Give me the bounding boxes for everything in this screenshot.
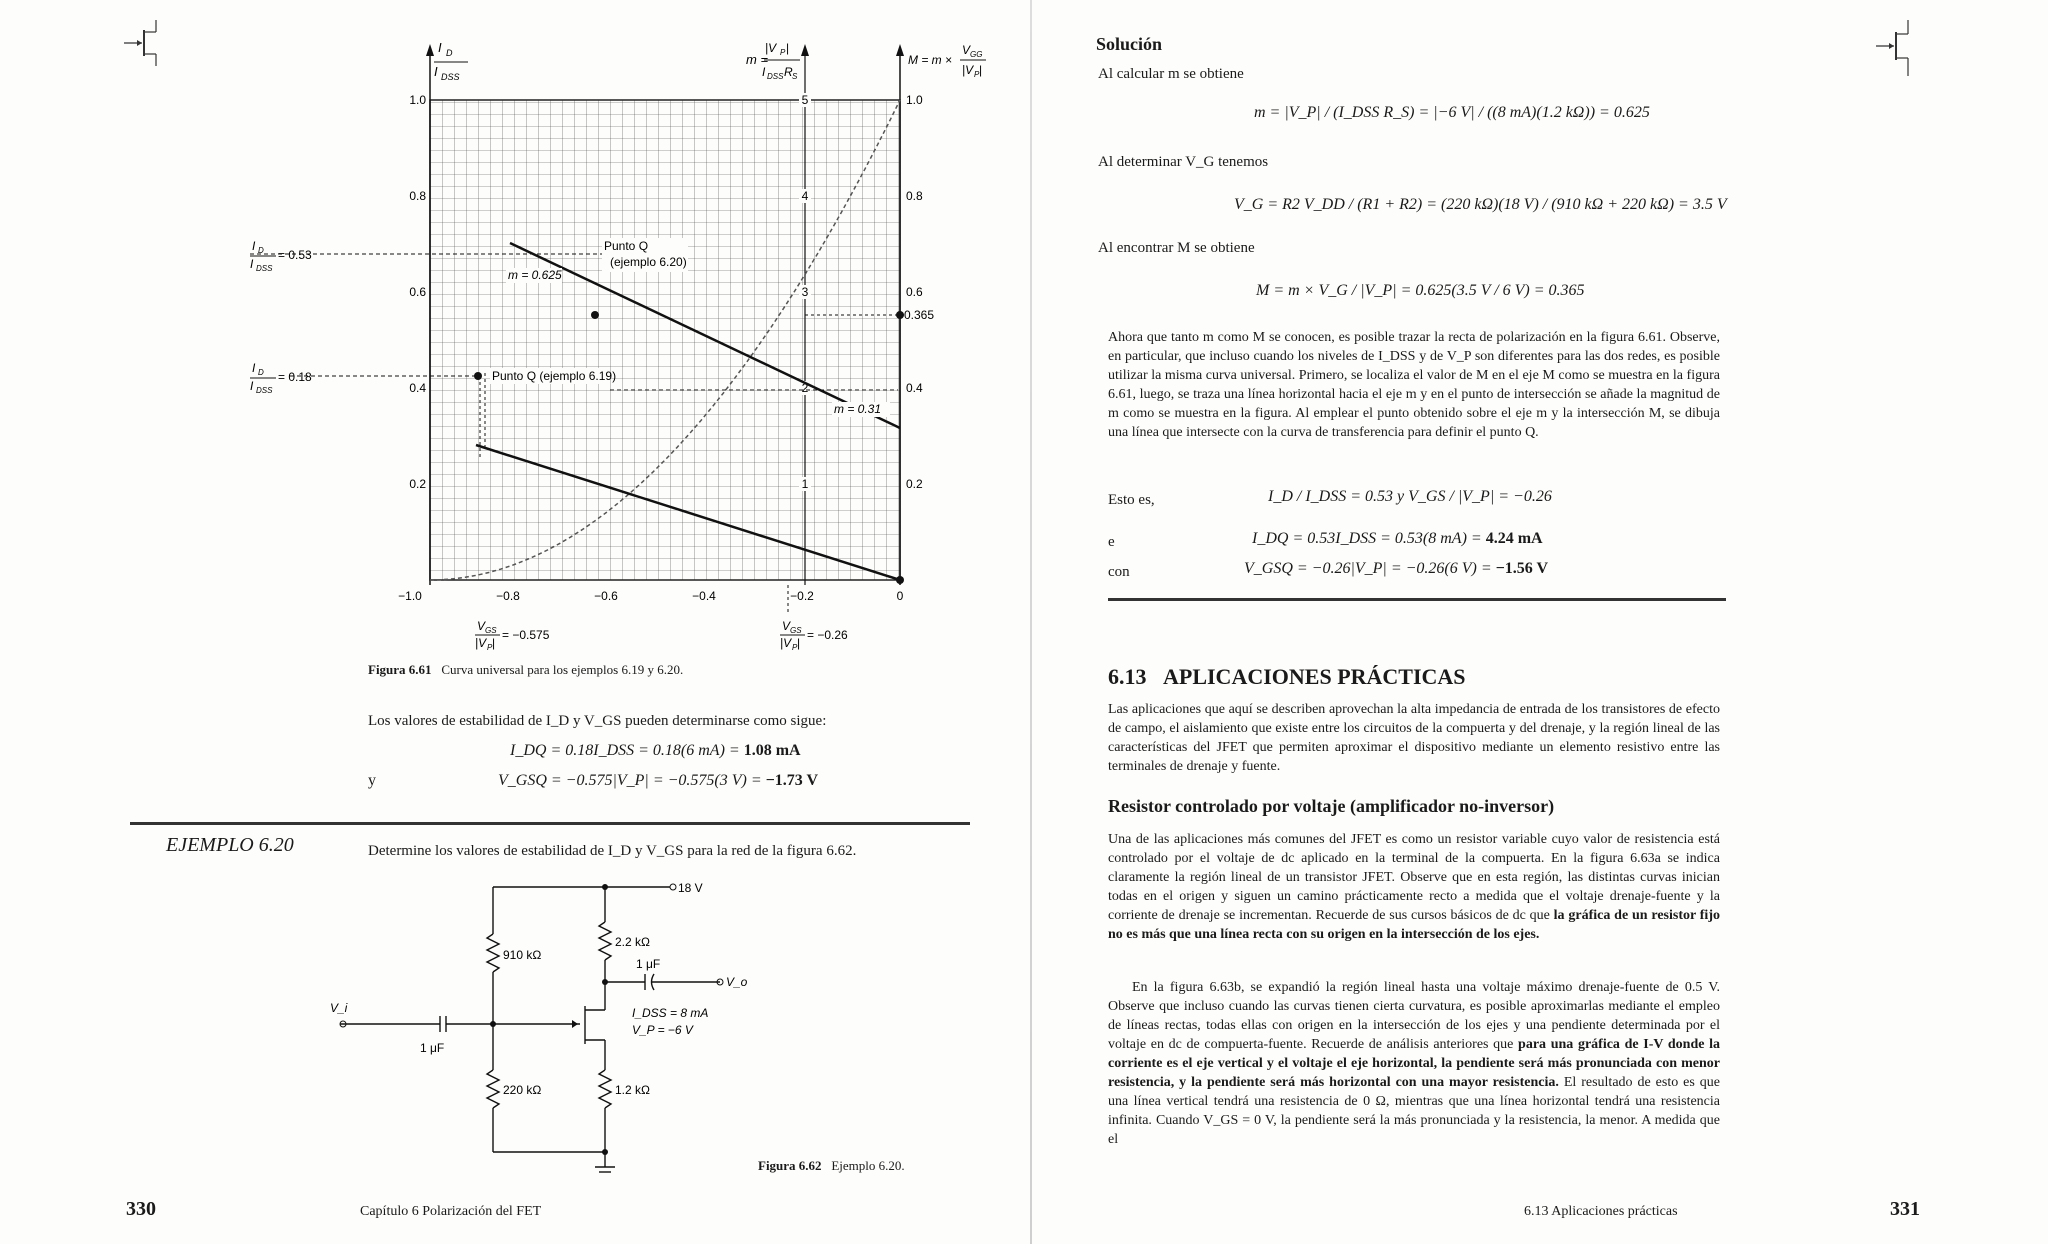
eq-ratio: I_D / I_DSS = 0.53 y V_GS / |V_P| = −0.26: [1268, 488, 1552, 505]
svg-text:|V: |V: [475, 636, 487, 650]
right-tick-label: 0.4: [906, 381, 923, 395]
universal-curve-figure: [250, 30, 1010, 652]
svg-text:P: P: [792, 643, 798, 652]
eq-id-q: I_DQ = 0.18I_DSS = 0.18(6 mA) = 1.08 mA: [510, 742, 801, 759]
example-text: Determine los valores de estabilidad de I_D y V_GS para la red de la figura 6.62.: [368, 843, 857, 859]
svg-text:DSS: DSS: [441, 72, 460, 82]
figure-661-caption: Figura 6.61 Curva universal para los ejemplos 6.19 y 6.20.: [368, 662, 684, 677]
x-tick-label: −1.0: [398, 589, 422, 603]
m-tick-label: 2: [801, 381, 809, 395]
x-tick-label: −0.6: [594, 589, 618, 603]
svg-text:P: P: [487, 643, 493, 652]
subsection-title: Resistor controlado por voltaje (amplificador no-inversor): [1108, 796, 1555, 816]
svg-text:DSS: DSS: [256, 386, 273, 395]
eq-idq: I_DQ = 0.53I_DSS = 0.53(8 mA) = 4.24 mA: [1252, 530, 1543, 547]
jfet-symbol-icon: [122, 18, 172, 68]
calc-m-text: Al calcular m se obtiene: [1098, 66, 1244, 82]
page-number-right: 331: [1890, 1198, 1920, 1220]
right-tick-labels: [906, 93, 923, 491]
svg-text:|: |: [786, 41, 790, 55]
paragraph-2: Una de las aplicaciones más comunes del JFET es como un resistor variable cuyo valor de resistencia está controlado por el voltaje de dc aplicado en la terminal de la compuerta. En la figura 6.63a se indica claramente la región lineal de un transistor JFET. Observe que en esta región, las distintas curvas inician todas en el origen y siguen un camino prácticamente recto a medida que el voltaje drenaje-fuente y la corriente de drenaje se incrementan. Recuerde de sus cursos básicos de dc que la gráfica de un resistor fijo no es más que una línea recta con su origen en la intersección de los ejes.: [1108, 832, 1720, 942]
svg-text:GS: GS: [485, 626, 497, 635]
svg-text:|V: |V: [765, 41, 777, 55]
svg-text:V: V: [962, 43, 971, 57]
y-tick-label: 0.8: [409, 189, 426, 203]
rs-label: 1.2 kΩ: [615, 1083, 650, 1097]
svg-text:I: I: [252, 239, 256, 253]
x-tick-label: −0.2: [790, 589, 814, 603]
q-point-619: [474, 372, 482, 380]
svg-text:P: P: [780, 48, 786, 57]
eq-vgsq: V_GSQ = −0.26|V_P| = −0.26(6 V) = −1.56 V: [1244, 560, 1549, 577]
eq-y-label: y: [368, 772, 376, 789]
vi-label: V_i: [330, 1001, 348, 1015]
r1-label: 910 kΩ: [503, 948, 542, 962]
y-tick-label: 0.2: [409, 477, 426, 491]
svg-text:D: D: [258, 246, 264, 255]
jfet-symbol-icon-right: [1874, 18, 1924, 78]
y-tick-labels: [409, 93, 426, 491]
solution-end-rule: [1108, 598, 1726, 601]
right-page: [1024, 0, 2048, 1244]
esto-es-label: Esto es,: [1108, 492, 1155, 508]
svg-text:|V: |V: [962, 63, 974, 77]
x-tick-label: 0: [896, 589, 904, 603]
chart-grid: [430, 100, 900, 580]
running-head-right: 6.13 Aplicaciones prácticas: [1524, 1204, 1678, 1219]
right-tick-label: 1.0: [906, 93, 923, 107]
y-tick-label: 0.6: [409, 285, 426, 299]
svg-text:D: D: [446, 48, 453, 58]
vgs-026-label: = −0.26: [807, 628, 848, 642]
eq-M: M = m × V_G / |V_P| = 0.625(3.5 V / 6 V) = 0.365: [1256, 282, 1585, 299]
m-tick-label: 1: [801, 477, 809, 491]
page-number-left: 330: [126, 1198, 156, 1220]
svg-text:DSS: DSS: [767, 72, 784, 81]
punto-q-620-label-a: Punto Q: [604, 239, 649, 253]
id-018-label: = 0.18: [278, 370, 312, 384]
right-tick-label: 0.2: [906, 477, 923, 491]
vo-label: V_o: [726, 975, 748, 989]
stability-intro: Los valores de estabilidad de I_D y V_GS pueden determinarse como sigue:: [368, 713, 827, 729]
vdd-label: 18 V: [678, 881, 703, 895]
y-axis-label: I: [438, 40, 442, 55]
m-031-label: m = 0.31: [834, 402, 882, 416]
q-point-620: [591, 311, 599, 319]
punto-q-620-label-b: (ejemplo 6.20): [610, 255, 687, 269]
m-tick-label: 4: [801, 189, 809, 203]
m-axis-label: m =: [746, 52, 769, 67]
right-tick-label: 0.6: [906, 285, 923, 299]
eq-m: m = |V_P| / (I_DSS R_S) = |−6 V| / ((8 mA)(1.2 kΩ)) = 0.625: [1254, 104, 1650, 121]
con-label: con: [1108, 564, 1130, 580]
eq-vg: V_G = R2 V_DD / (R1 + R2) = (220 kΩ)(18 V) / (910 kΩ + 220 kΩ) = 3.5 V: [1234, 196, 1727, 213]
r2-label: 220 kΩ: [503, 1083, 542, 1097]
section-rule: [130, 822, 970, 825]
svg-text:D: D: [258, 368, 264, 377]
svg-text:I: I: [250, 257, 254, 271]
example-label: EJEMPLO 6.20: [166, 834, 294, 856]
calc-M-text: Al encontrar M se obtiene: [1098, 240, 1255, 256]
svg-text:|: |: [797, 636, 801, 650]
figure-662-caption: Figura 6.62 Ejemplo 6.20.: [758, 1158, 905, 1173]
section-heading: 6.13 APLICACIONES PRÁCTICAS: [1108, 664, 1466, 689]
eq-vgs-q: V_GSQ = −0.575|V_P| = −0.575(3 V) = −1.73 V: [498, 772, 819, 789]
section-intro: Las aplicaciones que aquí se describen aprovechan la alta impedancia de entrada de los transistores de efecto de campo, el aislamiento que existe entre los circuitos de la compuerta y del drenaje, y la región lineal de las características del JFET que permiten aproximar el dispositivo mediante un elemento resistivo entre las terminales de drenaje y fuente.: [1108, 702, 1720, 774]
y-tick-label: 0.4: [409, 381, 426, 395]
svg-text:|: |: [492, 636, 496, 650]
calc-vg-text: Al determinar V_G tenemos: [1098, 154, 1269, 170]
svg-text:GG: GG: [970, 50, 983, 59]
vgs-0575-label: = −0.575: [502, 628, 550, 642]
e-label: e: [1108, 534, 1115, 550]
svg-text:P: P: [974, 70, 980, 79]
svg-text:R: R: [784, 65, 793, 79]
svg-text:I: I: [762, 65, 766, 79]
svg-text:GS: GS: [790, 626, 802, 635]
svg-text:I: I: [250, 379, 254, 393]
punto-q-619-label: Punto Q (ejemplo 6.19): [492, 369, 617, 383]
circuit-diagram: [330, 872, 748, 1172]
svg-text:I: I: [252, 361, 256, 375]
solution-title: Solución: [1096, 34, 1163, 54]
x-tick-label: −0.4: [692, 589, 716, 603]
svg-text:|: |: [979, 63, 983, 77]
running-head-left: Capítulo 6 Polarización del FET: [360, 1204, 542, 1219]
cin-label: 1 μF: [420, 1041, 445, 1055]
x-tick-label: −0.8: [496, 589, 520, 603]
m-tick-label: 3: [801, 285, 809, 299]
cout-label: 1 μF: [636, 957, 661, 971]
id-053-label: = 0.53: [278, 248, 312, 262]
svg-text:V: V: [477, 619, 486, 633]
paragraph-3: En la figura 6.63b, se expandió la región lineal hasta una voltaje máximo drenaje-fuente de 0.5 V. Observe que incluso cuando las curvas tienen cierta curvatura, es posible aproximarlas mediante el empleo de líneas rectas, todas ellas con origen en la intersección de los ejes y una pendiente determinada por el voltaje en dc de compuerta-fuente. Recuerde de análisis anteriores que para una gráfica de I-V donde la corriente es el eje vertical y el voltaje el eje horizontal, la pendiente será más pronunciada con menor resistencia, y la pendiente será más horizontal con una mayor resistencia. El resultado de esto es que una línea vertical tendrá una resistencia de 0 Ω, mientras que una línea horizontal tendrá una resistencia infinita. Cuando V_GS = 0 V, la pendiente será la más pronunciada y la resistencia, la menor. A medida que el: [1108, 980, 1720, 1147]
svg-text:S: S: [792, 72, 798, 81]
right-tick-label: 0.8: [906, 189, 923, 203]
value-0365: 0.365: [904, 308, 935, 322]
x-tick-labels: [398, 589, 904, 603]
y-tick-label: 1.0: [409, 93, 426, 107]
svg-text:V: V: [782, 619, 791, 633]
rd-label: 2.2 kΩ: [615, 935, 650, 949]
idss-label: I_DSS = 8 mA: [632, 1006, 709, 1020]
svg-text:|V: |V: [780, 636, 792, 650]
m-tick-label: 5: [801, 93, 809, 107]
vp-label: V_P = −6 V: [632, 1023, 693, 1037]
m-0625-label: m = 0.625: [508, 268, 562, 282]
svg-text:DSS: DSS: [256, 264, 273, 273]
svg-text:I: I: [434, 64, 438, 79]
M-axis-label: M = m ×: [908, 53, 953, 67]
paragraph-1: Ahora que tanto m como M se conocen, es posible trazar la recta de polarización en la figura 6.61. Observe, en particular, que incluso cuando los niveles de I_DSS y de V_P son diferentes para las dos redes, es posible utilizar la misma curva universal. Primero, se localiza el valor de M en el eje M como se muestra en la figura 6.61, luego, se traza una línea horizontal hacia el eje m y en el punto de intersección se añade la magnitud de m como se muestra en la figura. Al emplear el punto obtenido sobre el eje m y la intersección M, se dibuja una línea que intersecte con la curva de transferencia para definir el punto Q.: [1108, 330, 1720, 440]
